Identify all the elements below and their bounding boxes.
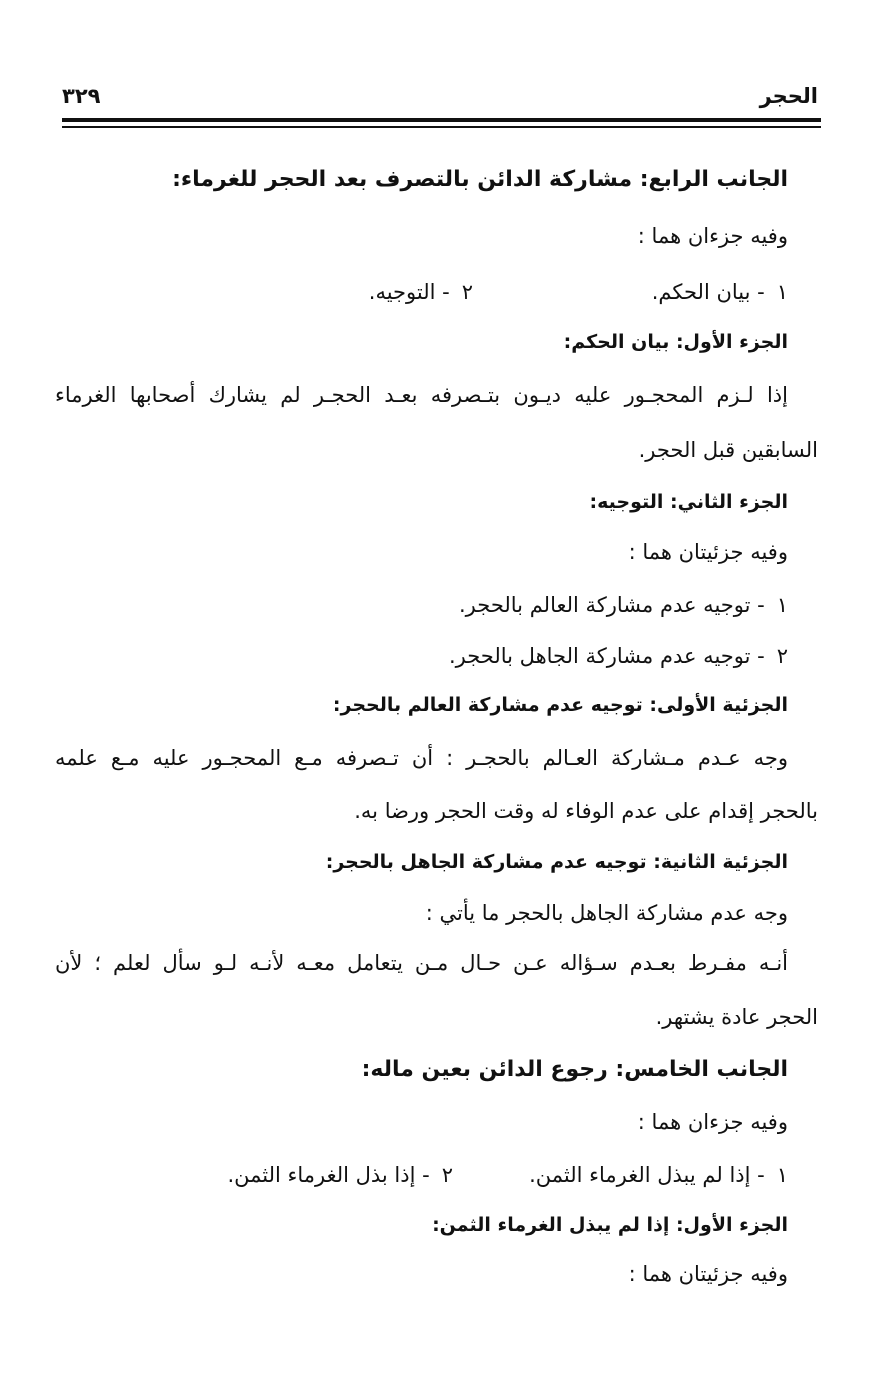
part1-heading: الجزء الأول: بيان الحكم: bbox=[563, 331, 788, 353]
side4-intro: وفيه جزءان هما : bbox=[637, 224, 788, 248]
item-text: - توجيه عدم مشاركة العالم بالحجر. bbox=[459, 593, 765, 617]
item-number: ١ bbox=[776, 593, 788, 617]
sub2-paragraph-line1: أنـه مفـرط بعـدم سـؤاله عـن حـال مـن يتعامل معـه لأنـه لـو سأل لعلم ؛ لأن bbox=[55, 951, 788, 975]
sub1-paragraph-line2: بالحجر إقدام على عدم الوفاء له وقت الحجر ورضا به. bbox=[354, 799, 818, 823]
part1-paragraph-line2: السابقين قبل الحجر. bbox=[638, 438, 818, 462]
chapter-title: الحجر bbox=[759, 84, 818, 108]
side5-item2 bbox=[227, 1155, 453, 1195]
running-header bbox=[62, 84, 818, 114]
page-number: ٣٢٩ bbox=[62, 84, 101, 108]
side4-item1 bbox=[652, 272, 788, 312]
sub1-paragraph-line1: وجه عـدم مـشاركة العـالم بالحجـر : أن تـصرفه مـع المحجـور عليه مـع علمه bbox=[55, 746, 788, 770]
item-text: - التوجيه. bbox=[368, 280, 450, 304]
sub2-heading: الجزئية الثانية: توجيه عدم مشاركة الجاهل بالحجر: bbox=[325, 851, 788, 873]
sub2-intro: وجه عدم مشاركة الجاهل بالحجر ما يأتي : bbox=[425, 901, 788, 925]
side4-heading: الجانب الرابع: مشاركة الدائن بالتصرف بعد الحجر للغرماء: bbox=[172, 167, 788, 192]
part2-item1 bbox=[459, 585, 788, 625]
side5-item1 bbox=[529, 1155, 788, 1195]
item-text: - بيان الحكم. bbox=[651, 280, 765, 304]
item-number: ١ bbox=[776, 280, 788, 304]
item-number: ٢ bbox=[776, 644, 788, 668]
part2-intro: وفيه جزئيتان هما : bbox=[628, 540, 788, 564]
side5-heading: الجانب الخامس: رجوع الدائن بعين ماله: bbox=[361, 1057, 788, 1082]
sub2-paragraph-line2: الحجر عادة يشتهر. bbox=[655, 1005, 818, 1029]
part1-paragraph-line1: إذا لـزم المحجـور عليه ديـون بتـصرفه بعـد الحجـر لم يشارك أصحابها الغرماء bbox=[55, 383, 788, 407]
side5-part1-heading: الجزء الأول: إذا لم يبذل الغرماء الثمن: bbox=[432, 1214, 788, 1236]
item-number: ٢ bbox=[461, 280, 473, 304]
item-text: - إذا بذل الغرماء الثمن. bbox=[227, 1163, 430, 1187]
item-number: ١ bbox=[776, 1163, 788, 1187]
part2-heading: الجزء الثاني: التوجيه: bbox=[589, 491, 788, 513]
item-text: - إذا لم يبذل الغرماء الثمن. bbox=[529, 1163, 765, 1187]
item-text: - توجيه عدم مشاركة الجاهل بالحجر. bbox=[448, 644, 765, 668]
side4-item2 bbox=[369, 272, 473, 312]
header-rule-thick bbox=[62, 118, 821, 122]
part2-item2 bbox=[449, 636, 788, 676]
sub1-heading: الجزئية الأولى: توجيه عدم مشاركة العالم بالحجر: bbox=[332, 694, 788, 716]
item-number: ٢ bbox=[441, 1163, 453, 1187]
side5-intro: وفيه جزءان هما : bbox=[637, 1110, 788, 1134]
header-rule-thin bbox=[62, 126, 821, 128]
side5-part1-intro: وفيه جزئيتان هما : bbox=[628, 1262, 788, 1286]
